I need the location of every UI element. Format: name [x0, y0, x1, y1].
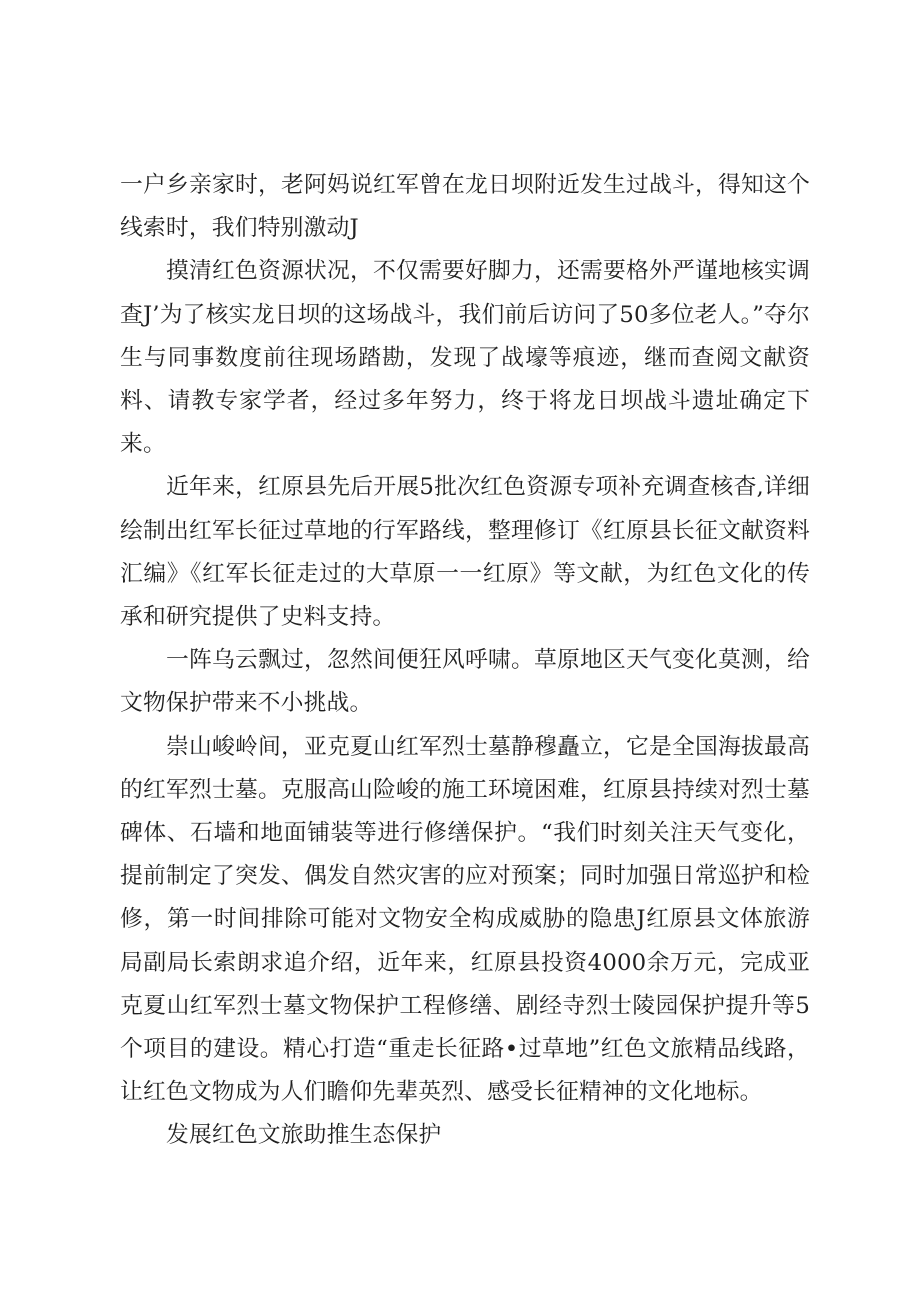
article-body: [120, 164, 810, 1158]
paragraph-continuation: 一户乡亲家时，老阿妈说红军曾在龙日坝附近发生过战斗，得知这个线索时，我们特别激动J: [120, 172, 810, 242]
section-heading: 发展红色文旅助推生态保护: [166, 1122, 442, 1149]
paragraph-martyrs-cemetery: 崇山峻岭间，亚克夏山红军烈士墓静穆矗立，它是全国海拔最高的红军烈士墓。克服高山险峻的施工环境困难，红原县持续对烈士墓碑体、石墙和地面铺装等进行修缮保护。“我们时刻关注天气变化，提前制定了突发、偶发自然灾害的应对预案；同时加强日常巡护和检修，第一时间排除可能对文物安全构成威胁的隐患J红原县文体旅游局副局长索朗求追介绍，近年来，红原县投资4000余万元，完成亚克夏山红军烈士墓文物保护工程修缮、剧经寺烈士陵园保护提升等5个项目的建设。精心打造“重走长征路•过草地”红色文旅精品线路，让红色文物成为人们瞻仰先辈英烈、感受长征精神的文化地标。: [120, 733, 810, 1106]
paragraph-weather-challenge: 一阵乌云飘过，忽然间便狂风呼啸。草原地区天气变化莫测，给文物保护带来不小挑战。: [120, 647, 810, 717]
paragraph-longriba-investigation: 摸清红色资源状况，不仅需要好脚力，还需要格外严谨地核实调查J’为了核实龙日坝的这场战斗，我们前后访问了50多位老人。”夺尔生与同事数度前往现场踏勘，发现了战壕等痕迹，继而查阅文献资料、请教专家学者，经过多年努力，终于将龙日坝战斗遗址确定下来。: [120, 258, 810, 458]
paragraph-resource-survey: 近年来，红原县先后开展5批次红色资源专项补充调查核杳,详细绘制出红军长征过草地的行军路线，整理修订《红原县长征文献资料汇编》《红军长征走过的大草原一一红原》等文献，为红色文化的传承和研究提供了史料支持。: [120, 474, 810, 631]
